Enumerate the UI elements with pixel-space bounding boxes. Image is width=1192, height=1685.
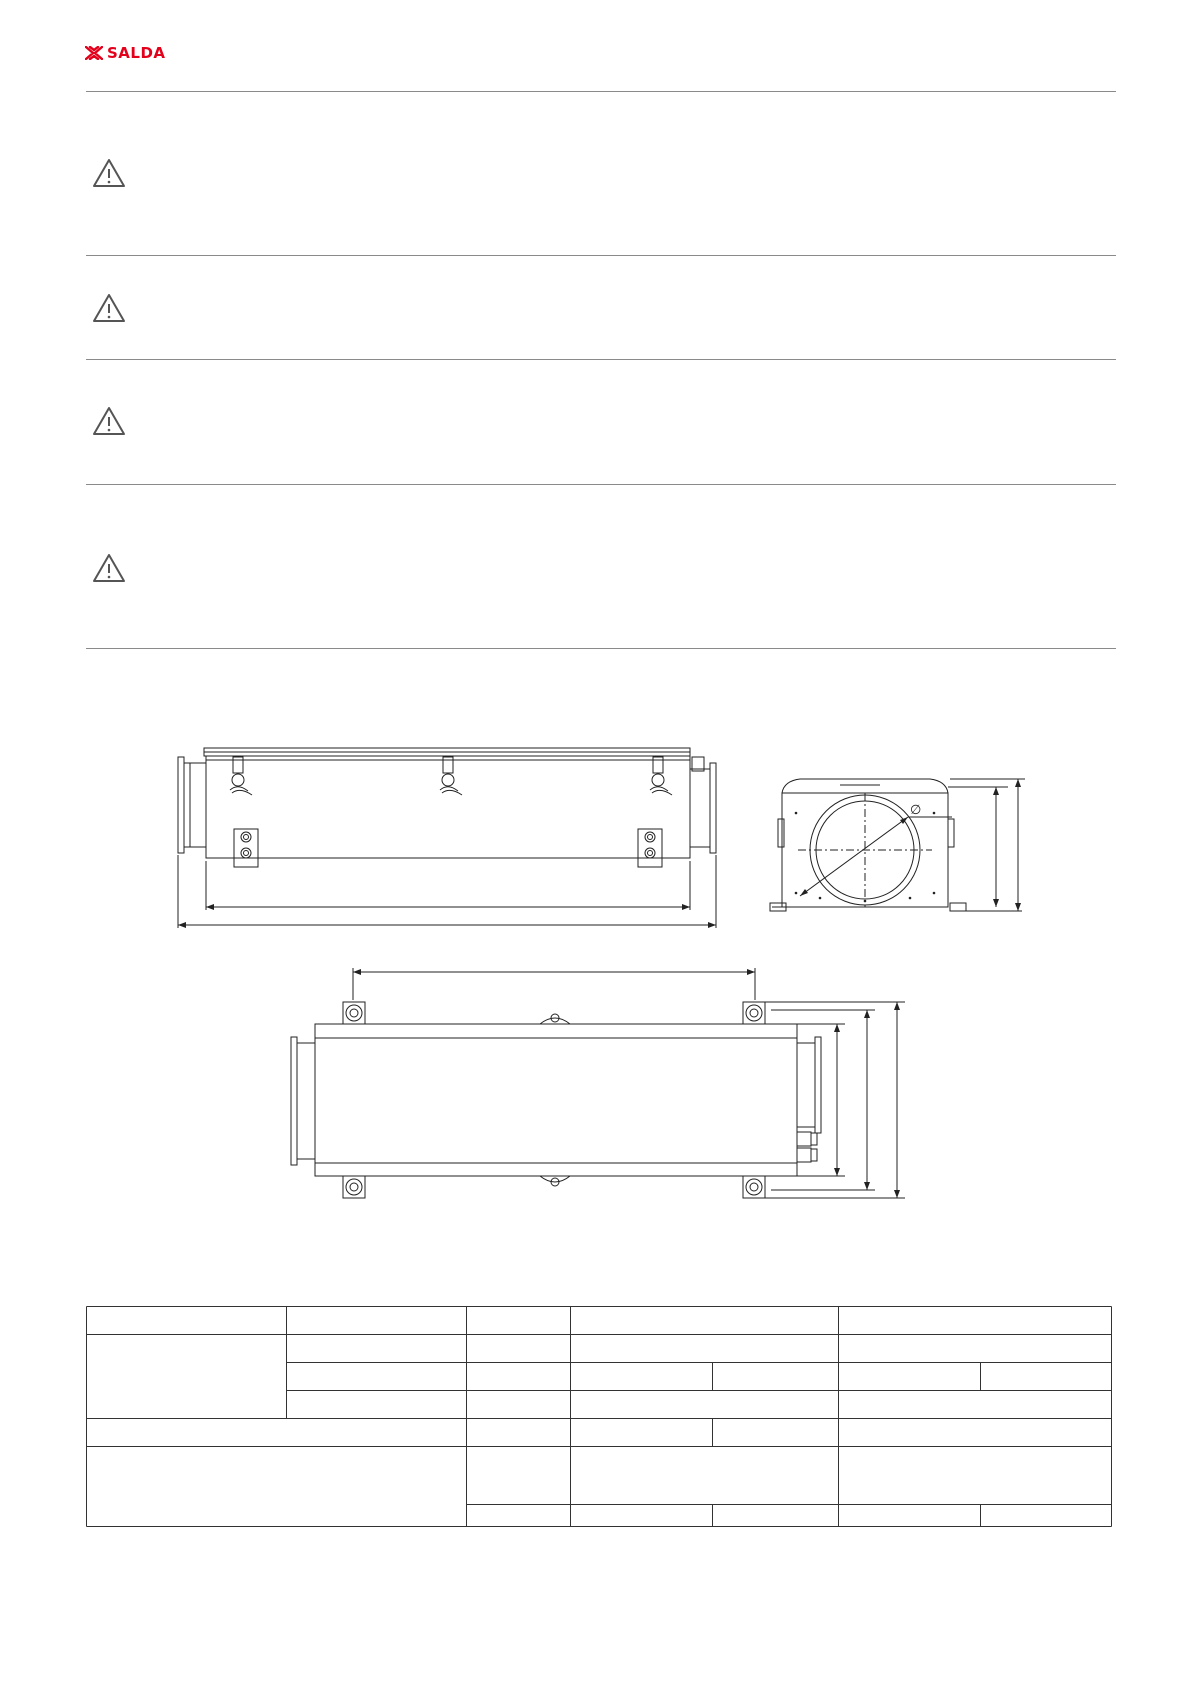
section-divider (86, 648, 1116, 649)
warning-triangle-icon (92, 406, 126, 436)
unit-side-view-drawing (170, 735, 730, 930)
section-divider (86, 484, 1116, 485)
unit-end-view-drawing (760, 773, 1025, 928)
diameter-symbol: ∅ (910, 803, 922, 818)
warning-triangle-icon (92, 158, 126, 188)
brand-name: SALDA (107, 44, 166, 62)
section-divider (86, 359, 1116, 360)
unit-top-view-drawing (285, 960, 905, 1225)
salda-logo-icon (85, 46, 103, 60)
brand-logo (85, 44, 166, 62)
header-divider (86, 91, 1116, 92)
warning-triangle-icon (92, 553, 126, 583)
warning-triangle-icon (92, 293, 126, 323)
section-divider (86, 255, 1116, 256)
spec-table (86, 1306, 1112, 1527)
